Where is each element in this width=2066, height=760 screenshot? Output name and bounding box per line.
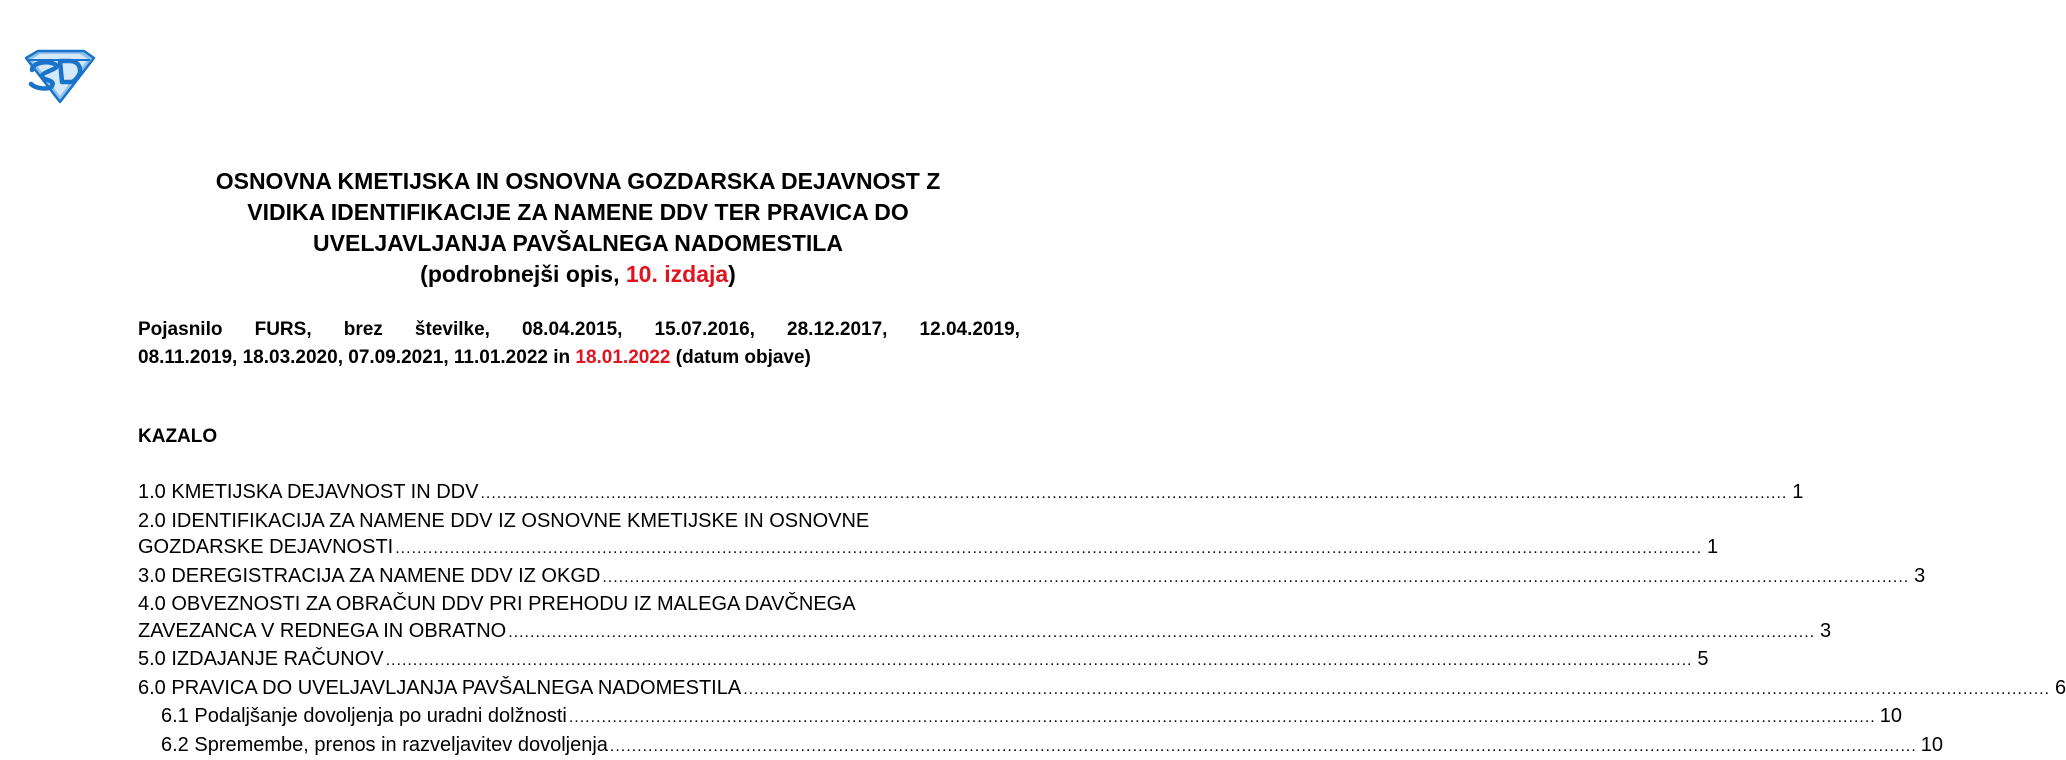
toc-leader-dots: [508, 620, 1815, 647]
toc-page-number: 1: [1706, 534, 1718, 561]
toc-entry-4-continued[interactable]: [138, 618, 1020, 647]
note-word: Pojasnilo: [138, 316, 222, 344]
toc-heading: KAZALO: [138, 424, 217, 450]
toc-leader-dots: [602, 565, 1909, 592]
toc-entry-text: ZAVEZANCA V REDNEGA IN OBRATNO: [138, 618, 506, 645]
title-line-2: VIDIKA IDENTIFIKACIJE ZA NAMENE DDV TER PRAVICA DO: [138, 197, 1018, 228]
note-word: številke,: [415, 316, 490, 344]
toc-leader-dots: [610, 734, 1917, 760]
toc-leader-dots: [743, 677, 2050, 704]
edition-suffix: ): [728, 261, 736, 287]
edition-number: 10. izdaja: [626, 261, 728, 287]
toc-entry-2-continued[interactable]: [138, 534, 1020, 563]
toc-entry-6[interactable]: [138, 675, 1020, 704]
toc-leader-dots: [395, 536, 1702, 563]
title-line-3: UVELJAVLJANJA PAVŠALNEGA NADOMESTILA: [138, 228, 1018, 259]
toc-entry-text: 4.0 OBVEZNOSTI ZA OBRAČUN DDV PRI PREHODU IZ MALEGA DAVČNEGA: [138, 591, 856, 618]
toc-entry-text: 6.2 Spremembe, prenos in razveljavitev dovoljenja: [161, 732, 608, 759]
note-date: 08.04.2015,: [522, 316, 622, 344]
toc-entry-6-2[interactable]: [138, 732, 1020, 760]
toc-page-number: 6: [2054, 675, 2066, 702]
toc-entry-1[interactable]: [138, 479, 1020, 508]
toc-entry-text: 2.0 IDENTIFIKACIJA ZA NAMENE DDV IZ OSNOVNE KMETIJSKE IN OSNOVNE: [138, 508, 869, 535]
note-date: 12.04.2019,: [920, 316, 1020, 344]
dates-prefix: 08.11.2019, 18.03.2020, 07.09.2021, 11.01.2022 in: [138, 347, 575, 368]
toc-entry-text: 6.0 PRAVICA DO UVELJAVLJANJA PAVŠALNEGA NADOMESTILA: [138, 675, 741, 702]
title-line-1: OSNOVNA KMETIJSKA IN OSNOVNA GOZDARSKA DEJAVNOST Z: [138, 166, 1018, 197]
publication-dates-line-2: [138, 344, 1020, 372]
edition-prefix: (podrobnejši opis,: [420, 261, 626, 287]
toc-page-number: 5: [1696, 646, 1708, 673]
toc-leader-dots: [569, 705, 1876, 732]
note-date: 15.07.2016,: [655, 316, 755, 344]
toc-page-number: 3: [1913, 563, 1925, 590]
toc-entry-5[interactable]: [138, 646, 1020, 675]
latest-publication-date: 18.01.2022: [575, 347, 670, 368]
toc-page-number: 10: [1880, 703, 1892, 730]
note-word: FURS,: [255, 316, 312, 344]
toc-entry-6-1[interactable]: [138, 703, 1020, 732]
table-of-contents: [138, 479, 1020, 760]
toc-leader-dots: [480, 481, 1787, 508]
toc-entry-text: 1.0 KMETIJSKA DEJAVNOST IN DDV: [138, 479, 478, 506]
toc-entry-4[interactable]: [138, 591, 1020, 618]
toc-page-number: 10: [1921, 732, 1933, 759]
toc-entry-text: 3.0 DEREGISTRACIJA ZA NAMENE DDV IZ OKGD: [138, 563, 600, 590]
toc-entry-text: GOZDARSKE DEJAVNOSTI: [138, 534, 393, 561]
note-date: 28.12.2017,: [787, 316, 887, 344]
toc-leader-dots: [386, 648, 1693, 675]
document-title: [138, 166, 1018, 290]
toc-entry-text: 5.0 IZDAJANJE RAČUNOV: [138, 646, 384, 673]
toc-entry-3[interactable]: [138, 563, 1020, 592]
toc-page-number: 1: [1791, 479, 1803, 506]
note-word: brez: [344, 316, 383, 344]
fu-logo-icon: [22, 48, 96, 104]
dates-suffix: (datum objave): [670, 347, 810, 368]
title-edition-line: [138, 259, 1018, 290]
publication-note: [138, 316, 1020, 372]
toc-entry-2[interactable]: [138, 508, 1020, 535]
toc-entry-text: 6.1 Podaljšanje dovoljenja po uradni dolžnosti: [161, 703, 567, 730]
toc-page-number: 3: [1819, 618, 1831, 645]
publication-dates-line-1: [138, 316, 1020, 344]
